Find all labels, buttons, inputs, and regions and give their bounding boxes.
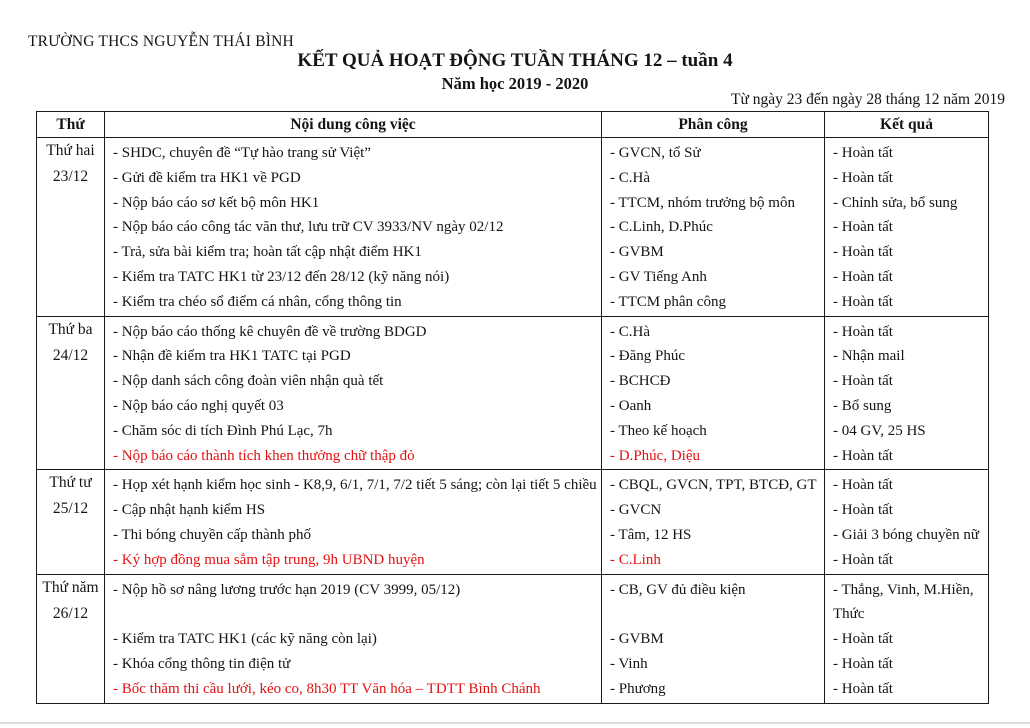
result-line: - Hoàn tất (833, 631, 893, 648)
assign-cell (602, 316, 825, 470)
content-lines (105, 317, 601, 470)
task-line: - Kiểm tra TATC HK1 (các kỹ năng còn lại) (113, 631, 377, 648)
task-line: - Cập nhật hạnh kiểm HS (113, 502, 266, 519)
assign-lines (602, 575, 824, 703)
assign-cell (602, 574, 825, 703)
assign-line: - C.Linh (610, 551, 661, 568)
day-label: Thứ hai (46, 142, 95, 159)
task-line: - Nộp báo cáo thành tích khen thưởng chữ thập đỏ (113, 447, 415, 464)
result-line: - Hoàn tất (833, 502, 893, 519)
assign-cell (602, 470, 825, 574)
page-bottom-edge (0, 722, 1030, 724)
table-row (37, 574, 989, 703)
result-line: - Hoàn tất (833, 293, 893, 310)
assign-line (610, 602, 820, 627)
assign-line: - Vinh (610, 655, 648, 672)
result-line: - Hoàn tất (833, 680, 893, 697)
table-row (37, 316, 989, 470)
task-line: - Nộp hồ sơ nâng lương trước hạn 2019 (CV 3999, 05/12) (113, 581, 461, 598)
school-year: Năm học 2019 - 2020 (441, 74, 589, 93)
assign-line: - CB, GV đủ điều kiện (610, 581, 746, 598)
assign-line: - GVBM (610, 244, 664, 261)
content-cell (105, 138, 602, 317)
result-line: - Thắng, Vinh, M.Hiền, (833, 581, 974, 598)
result-line: - Hoàn tất (833, 551, 893, 568)
task-line: - Kiểm tra chéo sổ điểm cá nhân, cổng thông tin (113, 293, 402, 310)
task-line: - Nộp danh sách công đoàn viên nhận quà tết (113, 373, 384, 390)
task-line: - Nhận đề kiểm tra HK1 TATC tại PGD (113, 348, 351, 365)
result-line: - Hoàn tất (833, 219, 893, 236)
result-line: - 04 GV, 25 HS (833, 422, 926, 439)
result-line: Thức (833, 606, 865, 623)
table-body (37, 138, 989, 704)
assign-line: - D.Phúc, Diệu (610, 447, 700, 464)
weekly-results-table (36, 111, 989, 704)
assign-line: - Đăng Phúc (610, 348, 685, 365)
content-cell (105, 574, 602, 703)
col-header-result: Kết quả (825, 112, 989, 138)
content-lines (105, 138, 601, 316)
task-line: - Nộp báo cáo nghị quyết 03 (113, 397, 284, 414)
assign-cell (602, 138, 825, 317)
result-line: - Hoàn tất (833, 655, 893, 672)
result-line: - Chỉnh sửa, bổ sung (833, 194, 958, 211)
page-title: KẾT QUẢ HOẠT ĐỘNG TUẦN THÁNG 12 – tuần 4 (297, 50, 733, 71)
result-line: - Hoàn tất (833, 323, 893, 340)
assign-line: - C.Hà (610, 323, 650, 340)
result-line: - Hoàn tất (833, 447, 893, 464)
task-line: - Khóa cổng thông tin điện tử (113, 655, 291, 672)
task-line: - SHDC, chuyên đề “Tự hào trang sử Việt” (113, 145, 371, 161)
day-cell (37, 138, 105, 317)
task-line: - Chăm sóc di tích Đình Phú Lạc, 7h (113, 422, 333, 439)
assign-line: - CBQL, GVCN, TPT, BTCĐ, GT (610, 477, 817, 494)
assign-lines (602, 138, 824, 316)
assign-line: - GVCN (610, 502, 662, 519)
day-label: Thứ năm (42, 578, 99, 596)
result-line: - Bổ sung (833, 397, 892, 414)
content-cell (105, 316, 602, 470)
table-header-row (37, 112, 989, 138)
task-line: - Bốc thăm thi cầu lưới, kéo co, 8h30 TT Văn hóa – TDTT Bình Chánh (113, 680, 541, 697)
date-label: 26/12 (52, 604, 89, 622)
content-lines (105, 575, 601, 703)
day-label: Thứ tư (49, 474, 92, 492)
result-lines (825, 317, 988, 470)
task-line: - Họp xét hạnh kiểm học sinh - K8,9, 6/1, 7/1, 7/2 tiết 5 sáng; còn lại tiết 5 chiều (113, 477, 597, 494)
result-line: - Hoàn tất (833, 268, 893, 285)
table-row (37, 138, 989, 317)
result-line: - Giải 3 bóng chuyền nữ (833, 526, 980, 543)
assign-line: - GVCN, tổ Sử (610, 145, 701, 161)
assign-line: - Oanh (610, 397, 652, 414)
result-line: - Hoàn tất (833, 169, 893, 186)
assign-line: - GV Tiếng Anh (610, 268, 707, 285)
task-line: - Trả, sửa bài kiểm tra; hoàn tất cập nhật điểm HK1 (113, 244, 422, 261)
assign-line: - GVBM (610, 631, 664, 648)
day-label: Thứ ba (48, 320, 93, 338)
result-line: - Hoàn tất (833, 244, 893, 261)
assign-line: - C.Hà (610, 169, 650, 186)
date-label: 23/12 (52, 168, 89, 185)
col-header-day: Thứ (37, 112, 105, 138)
assign-line: - Phương (610, 680, 666, 697)
table-row (37, 470, 989, 574)
school-name: TRƯỜNG THCS NGUYỄN THÁI BÌNH (28, 33, 294, 50)
col-header-content: Nội dung công việc (105, 112, 602, 138)
day-cell (37, 316, 105, 470)
task-line: - Nộp báo cáo sơ kết bộ môn HK1 (113, 194, 320, 211)
assign-line: - BCHCĐ (610, 373, 671, 390)
task-line: - Ký hợp đồng mua sắm tập trung, 9h UBND huyện (113, 551, 425, 568)
date-label: 25/12 (52, 500, 89, 518)
result-lines (825, 138, 988, 316)
task-line: - Nộp báo cáo công tác văn thư, lưu trữ CV 3933/NV ngày 02/12 (113, 219, 504, 236)
assign-lines (602, 470, 824, 573)
task-line: - Thi bóng chuyền cấp thành phố (113, 526, 312, 543)
date-range: Từ ngày 23 đến ngày 28 tháng 12 năm 2019 (730, 91, 1005, 108)
result-line: - Nhận mail (833, 348, 905, 365)
task-line (113, 602, 597, 627)
assign-line: - TTCM, nhóm trưởng bộ môn (610, 194, 795, 211)
result-cell (825, 574, 989, 703)
result-cell (825, 316, 989, 470)
task-line: - Gửi đề kiểm tra HK1 về PGD (113, 169, 301, 186)
content-lines (105, 470, 601, 573)
result-cell (825, 470, 989, 574)
assign-line: - Tâm, 12 HS (610, 526, 692, 543)
assign-line: - TTCM phân công (610, 293, 726, 310)
assign-line: - C.Linh, D.Phúc (610, 219, 713, 236)
content-cell (105, 470, 602, 574)
day-cell (37, 470, 105, 574)
result-line: - Hoàn tất (833, 373, 893, 390)
result-lines (825, 470, 988, 573)
assign-line: - Theo kế hoạch (610, 422, 707, 439)
col-header-assignment: Phân công (602, 112, 825, 138)
assign-lines (602, 317, 824, 470)
result-lines (825, 575, 988, 703)
task-line: - Kiểm tra TATC HK1 từ 23/12 đến 28/12 (kỹ năng nói) (113, 268, 450, 285)
date-label: 24/12 (52, 346, 89, 364)
task-line: - Nộp báo cáo thống kê chuyên đề về trường BDGD (113, 323, 427, 340)
result-line: - Hoàn tất (833, 477, 893, 494)
day-cell (37, 574, 105, 703)
result-line: - Hoàn tất (833, 145, 893, 161)
result-cell (825, 138, 989, 317)
